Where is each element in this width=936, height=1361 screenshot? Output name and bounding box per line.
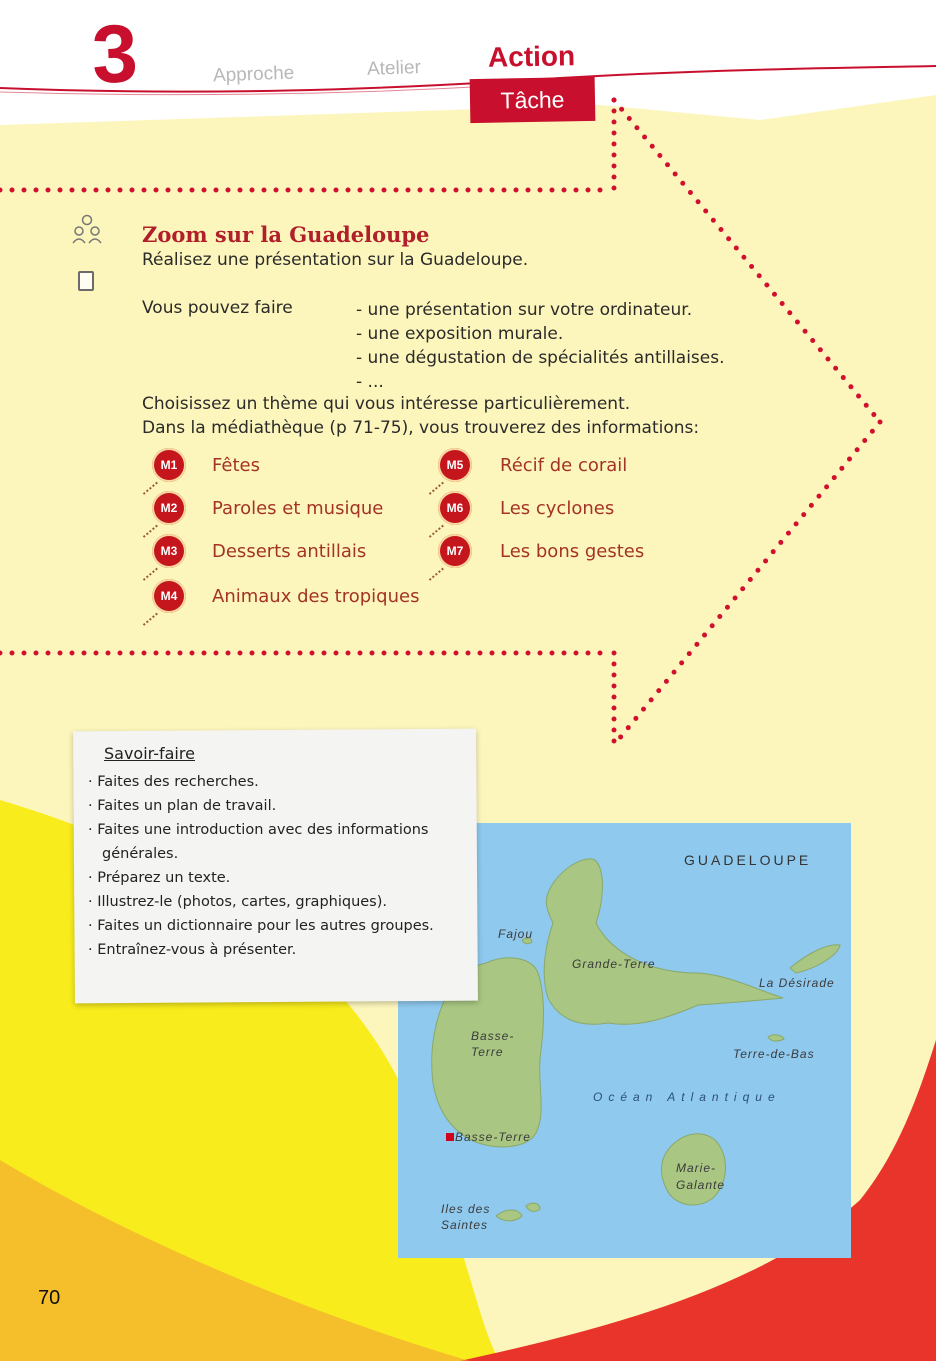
media-link-bons-gestes[interactable]: Les bons gestes [500,541,645,562]
list-item: · Faites des recherches. [88,774,259,790]
list-item: · Entraînez-vous à présenter. [88,942,297,958]
tab-tache[interactable]: Tâche [470,77,596,123]
task-intro: Réalisez une présentation sur la Guadeloupe. [142,250,529,270]
map-label-saintes: Saintes [441,1218,489,1232]
list-item: - une dégustation de spécialités antillaises. [356,348,725,368]
list-item: - une présentation sur votre ordinateur. [356,300,693,320]
media-badge-m2[interactable]: M2 [152,491,186,525]
media-link-desserts[interactable]: Desserts antillais [212,541,367,562]
media-badge-m1[interactable]: M1 [152,448,186,482]
list-item: - ... [356,372,384,392]
media-link-fetes[interactable]: Fêtes [212,455,260,476]
map-label-saintes: Iles des [441,1202,491,1216]
theme-instruction: Choisissez un thème qui vous intéresse particulièrement. [142,394,631,414]
list-item: - une exposition murale. [356,324,564,344]
media-badge-m4[interactable]: M4 [152,579,186,613]
media-link-paroles-musique[interactable]: Paroles et musique [212,498,384,519]
notebook-icon [78,271,94,291]
map-label-marie-galante: Galante [676,1178,726,1192]
page-number: 70 [38,1287,61,1309]
nav-approche[interactable]: Approche [212,62,295,87]
map-label-basse-terre-island: Terre [471,1045,504,1059]
list-item: · Faites un plan de travail. [88,798,277,814]
media-link-cyclones[interactable]: Les cyclones [500,498,615,519]
savoir-faire-list [88,770,468,962]
group-work-icon [70,212,104,246]
nav-action[interactable]: Action [487,40,576,73]
savoir-faire-title: Savoir-faire [104,744,195,763]
media-link-recif[interactable]: Récif de corail [500,455,628,476]
map-label-basse-terre-city: Basse-Terre [455,1130,531,1144]
map-label-terre-de-bas: Terre-de-Bas [733,1047,815,1061]
map-label-la-desirade: La Désirade [759,976,835,990]
map-label-grande-terre: Grande-Terre [572,957,656,971]
media-badge-m5[interactable]: M5 [438,448,472,482]
ways-list [356,298,725,394]
map-label-marie-galante: Marie- [676,1161,717,1175]
media-badge-m3[interactable]: M3 [152,534,186,568]
map-label-basse-terre-island: Basse- [471,1029,515,1043]
nav-atelier[interactable]: Atelier [366,57,422,80]
mediatheque-instruction: Dans la médiathèque (p 71-75), vous trouverez des informations: [142,418,700,438]
list-item: · Illustrez-le (photos, cartes, graphiques). [88,894,388,910]
list-item: · Faites une introduction avec des informations générales. [88,822,429,862]
media-badge-m7[interactable]: M7 [438,534,472,568]
capital-marker [446,1133,454,1141]
list-item: · Préparez un texte. [88,870,231,886]
map-label-ocean: Océan Atlantique [593,1090,781,1104]
task-title: Zoom sur la Guadeloupe [142,222,430,247]
map-label-fajou: Fajou [498,927,534,941]
media-link-animaux[interactable]: Animaux des tropiques [212,586,420,607]
list-item: · Faites un dictionnaire pour les autres groupes. [88,918,434,934]
ways-label: Vous pouvez faire [142,298,293,318]
chapter-number: 3 [90,8,140,101]
map-title: GUADELOUPE [684,852,812,868]
media-badge-m6[interactable]: M6 [438,491,472,525]
